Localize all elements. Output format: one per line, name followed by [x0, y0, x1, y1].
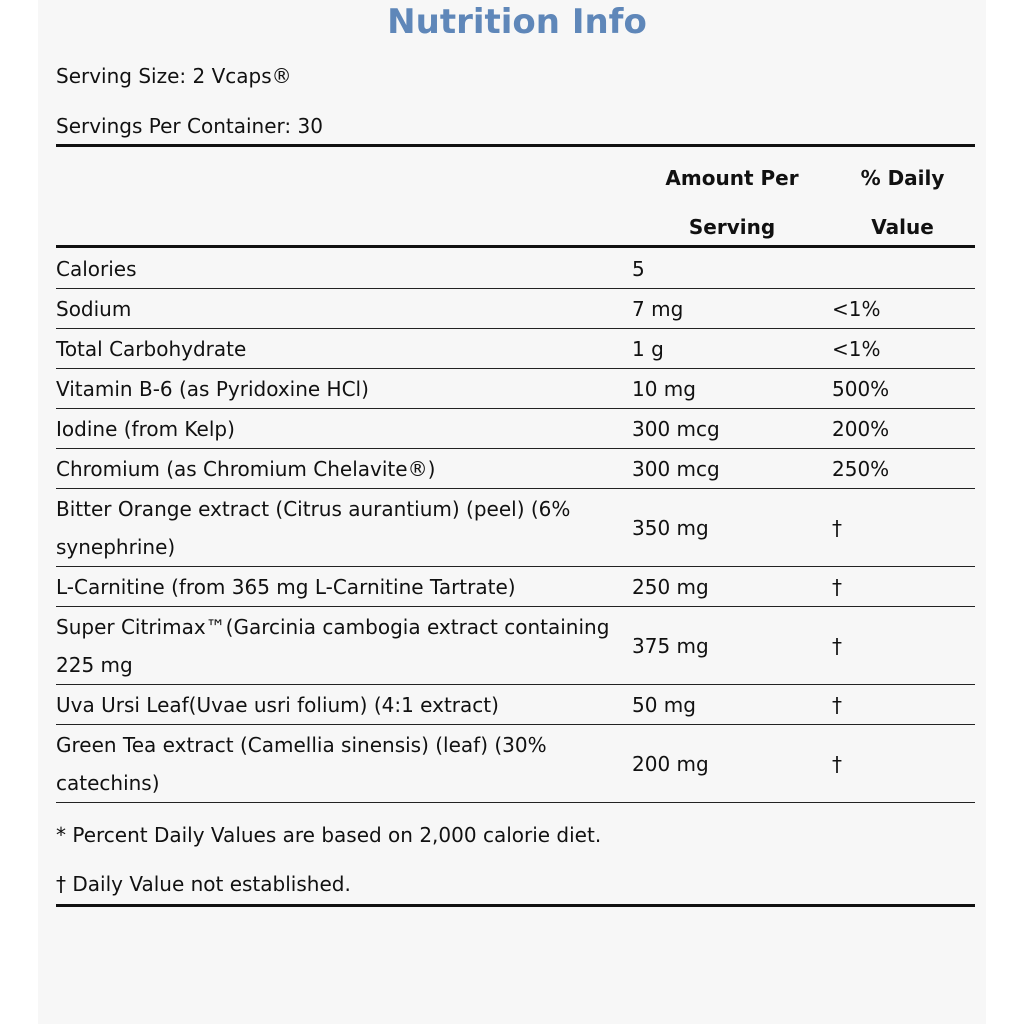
nutrient-amount: 250 mg: [632, 567, 832, 607]
table-row: [56, 607, 975, 685]
nutrient-daily-value: †: [832, 489, 975, 567]
nutrient-name: Super Citrimax™(Garcinia cambogia extract containing 225 mg: [56, 607, 632, 685]
daily-value-header: [830, 154, 975, 252]
nutrient-daily-value: [832, 249, 975, 289]
nutrient-amount: 10 mg: [632, 369, 832, 409]
nutrient-daily-value: †: [832, 685, 975, 725]
nutrient-name: Calories: [56, 249, 632, 289]
table-row: [56, 567, 975, 607]
page-title: Nutrition Info: [387, 2, 647, 42]
table-row: [56, 449, 975, 489]
nutrient-name: Bitter Orange extract (Citrus aurantium) (peel) (6% synephrine): [56, 489, 632, 567]
table-row: [56, 289, 975, 329]
nutrition-table: [56, 249, 975, 803]
table-row: [56, 249, 975, 289]
nutrient-daily-value: <1%: [832, 329, 975, 369]
nutrient-amount: 300 mcg: [632, 409, 832, 449]
nutrient-daily-value: 200%: [832, 409, 975, 449]
serving-size: Serving Size: 2 Vcaps®: [56, 64, 292, 88]
header-top-rule: [56, 144, 975, 147]
nutrient-amount: 350 mg: [632, 489, 832, 567]
servings-per-container: Servings Per Container: 30: [56, 114, 323, 138]
table-row: [56, 725, 975, 803]
nutrient-name: Green Tea extract (Camellia sinensis) (leaf) (30% catechins): [56, 725, 632, 803]
nutrient-amount: 375 mg: [632, 607, 832, 685]
table-row: [56, 329, 975, 369]
nutrient-daily-value: 500%: [832, 369, 975, 409]
table-row: [56, 685, 975, 725]
nutrient-amount: 300 mcg: [632, 449, 832, 489]
nutrient-daily-value: <1%: [832, 289, 975, 329]
table-row: [56, 409, 975, 449]
nutrient-name: Chromium (as Chromium Chelavite®): [56, 449, 632, 489]
nutrient-name: L-Carnitine (from 365 mg L-Carnitine Tartrate): [56, 567, 632, 607]
nutrient-amount: 1 g: [632, 329, 832, 369]
amount-header: [632, 154, 832, 252]
nutrient-name: Iodine (from Kelp): [56, 409, 632, 449]
nutrient-name: Total Carbohydrate: [56, 329, 632, 369]
nutrient-amount: 7 mg: [632, 289, 832, 329]
nutrient-amount: 200 mg: [632, 725, 832, 803]
nutrient-daily-value: 250%: [832, 449, 975, 489]
footnote-dagger: † Daily Value not established.: [56, 872, 351, 896]
dv-header-line2: Value: [871, 215, 934, 239]
amount-header-line2: Serving: [688, 215, 776, 239]
table-row: [56, 369, 975, 409]
nutrient-daily-value: †: [832, 725, 975, 803]
nutrient-amount: 5: [632, 249, 832, 289]
nutrient-amount: 50 mg: [632, 685, 832, 725]
footer-bottom-rule: [56, 904, 975, 907]
nutrient-name: Sodium: [56, 289, 632, 329]
table-row: [56, 489, 975, 567]
footnote-percent-dv: * Percent Daily Values are based on 2,000 calorie diet.: [56, 823, 602, 847]
nutrient-name: Vitamin B-6 (as Pyridoxine HCl): [56, 369, 632, 409]
nutrient-daily-value: †: [832, 567, 975, 607]
nutrient-name: Uva Ursi Leaf(Uvae usri folium) (4:1 extract): [56, 685, 632, 725]
nutrient-daily-value: †: [832, 607, 975, 685]
amount-header-line1: Amount Per: [665, 166, 799, 190]
header-bottom-rule: [56, 245, 975, 248]
dv-header-line1: % Daily: [860, 166, 945, 190]
